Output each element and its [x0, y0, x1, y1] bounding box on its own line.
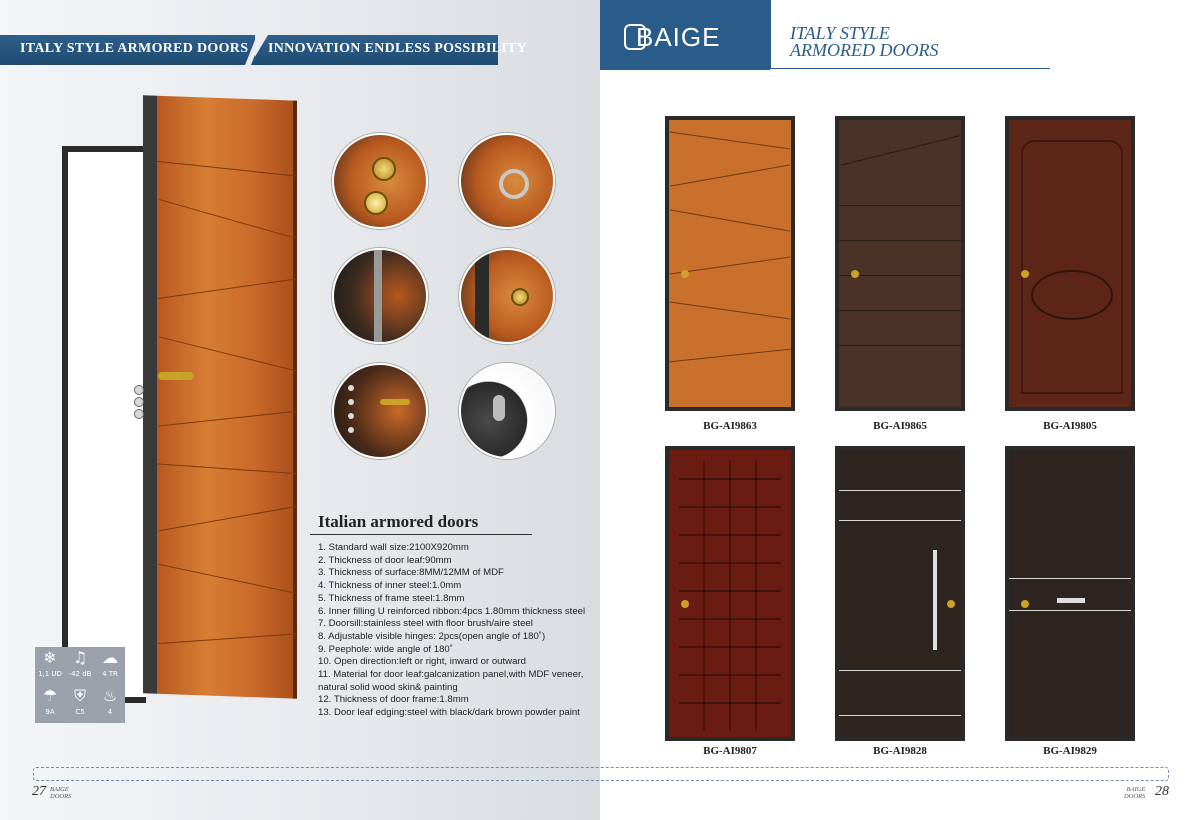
specs-divider — [310, 534, 532, 535]
ribbon-title-2: INNOVATION ENDLESS POSSIBILITY — [268, 41, 528, 56]
door-frame-image — [62, 146, 146, 703]
brand-logo — [600, 0, 770, 70]
security-icon: ⛨ C5 — [73, 686, 86, 716]
specs-list — [318, 542, 600, 720]
spec-item: 4. Thickness of inner steel:1.0mm — [318, 580, 462, 592]
door-image-bg-ai9829 — [1005, 446, 1135, 741]
door-handle — [158, 372, 194, 380]
door-image-bg-ai9807 — [665, 446, 795, 741]
detail-frame-image — [332, 248, 428, 344]
detail-peephole-image — [459, 133, 555, 229]
spec-item: 8. Adjustable visible hinges: 2pcs(open angle of 180˚) — [318, 630, 546, 642]
page-number-right: 28 — [1155, 784, 1169, 799]
brand-footer-left: BAIGE DOORS — [50, 786, 72, 800]
spec-item: 13. Door leaf edging:steel with black/dark brown powder paint — [318, 707, 580, 719]
door-model-label: BG-AI9828 — [873, 745, 927, 757]
spec-item: natural solid wood skin& painting — [318, 681, 458, 693]
spec-item: 10. Open direction:left or right, inward or outward — [318, 656, 526, 668]
right-title: ITALY STYLE ARMORED DOORS — [790, 23, 939, 60]
page-number-left: 27 — [32, 784, 46, 799]
door-image-bg-ai9863 — [665, 116, 795, 411]
right-page — [600, 0, 1200, 820]
water-icon: ☂ 9A — [42, 686, 58, 716]
feature-icons — [35, 647, 125, 723]
header-ribbon — [0, 35, 528, 65]
spec-item: 5. Thickness of frame steel:1.8mm — [318, 592, 465, 604]
spec-item: 1. Standard wall size:2100X920mm — [318, 542, 469, 553]
spec-item: 9. Peephole: wide angle of 180˚ — [318, 643, 453, 655]
door-model-label: BG-AI9807 — [703, 745, 757, 757]
door-model-label: BG-AI9865 — [873, 420, 927, 432]
spec-item: 7. Doorsill:stainless steel with floor brush/aire steel — [318, 618, 533, 630]
brand-footer-right: BAIGE DOORS — [1124, 786, 1146, 800]
armored-door-image — [143, 95, 297, 698]
door-model-label: BG-AI9805 — [1043, 420, 1097, 432]
door-image-bg-ai9805 — [1005, 116, 1135, 411]
door-image-bg-ai9828 — [835, 446, 965, 741]
logo-text: BAIGE — [636, 22, 721, 52]
fire-icon: ♨ 4 — [102, 686, 118, 716]
detail-lock-image — [332, 133, 428, 229]
sound-icon: ♫ -42 dB — [68, 648, 92, 678]
door-image-bg-ai9865 — [835, 116, 965, 411]
spec-item: 6. Inner filling U reinforced ribbon:4pcs 1.80mm thickness steel — [318, 605, 586, 617]
spec-item: 12. Thickness of door frame:1.8mm — [318, 694, 469, 706]
spec-item: 3. Thickness of surface:8MM/12MM of MDF — [318, 567, 504, 579]
ribbon-title-1: ITALY STYLE ARMORED DOORS — [20, 41, 249, 56]
detail-doorsill-image — [459, 363, 555, 459]
wind-icon: ☁ 4 TR — [102, 648, 118, 678]
detail-handle-image — [332, 363, 428, 459]
door-model-label: BG-AI9863 — [703, 420, 757, 432]
detail-hinge-image — [459, 248, 555, 344]
spec-item: 2. Thickness of door leaf:90mm — [318, 554, 452, 566]
thermal-icon: ❄ 1,1 UD — [38, 648, 62, 678]
specs-title: Italian armored doors — [318, 512, 479, 531]
lock-cylinder — [134, 385, 144, 421]
door-model-label: BG-AI9829 — [1043, 745, 1097, 757]
spec-item: 11. Material for door leaf:galcanization panel,with MDF veneer, — [318, 669, 584, 681]
footer-dashed-band — [33, 767, 1169, 781]
